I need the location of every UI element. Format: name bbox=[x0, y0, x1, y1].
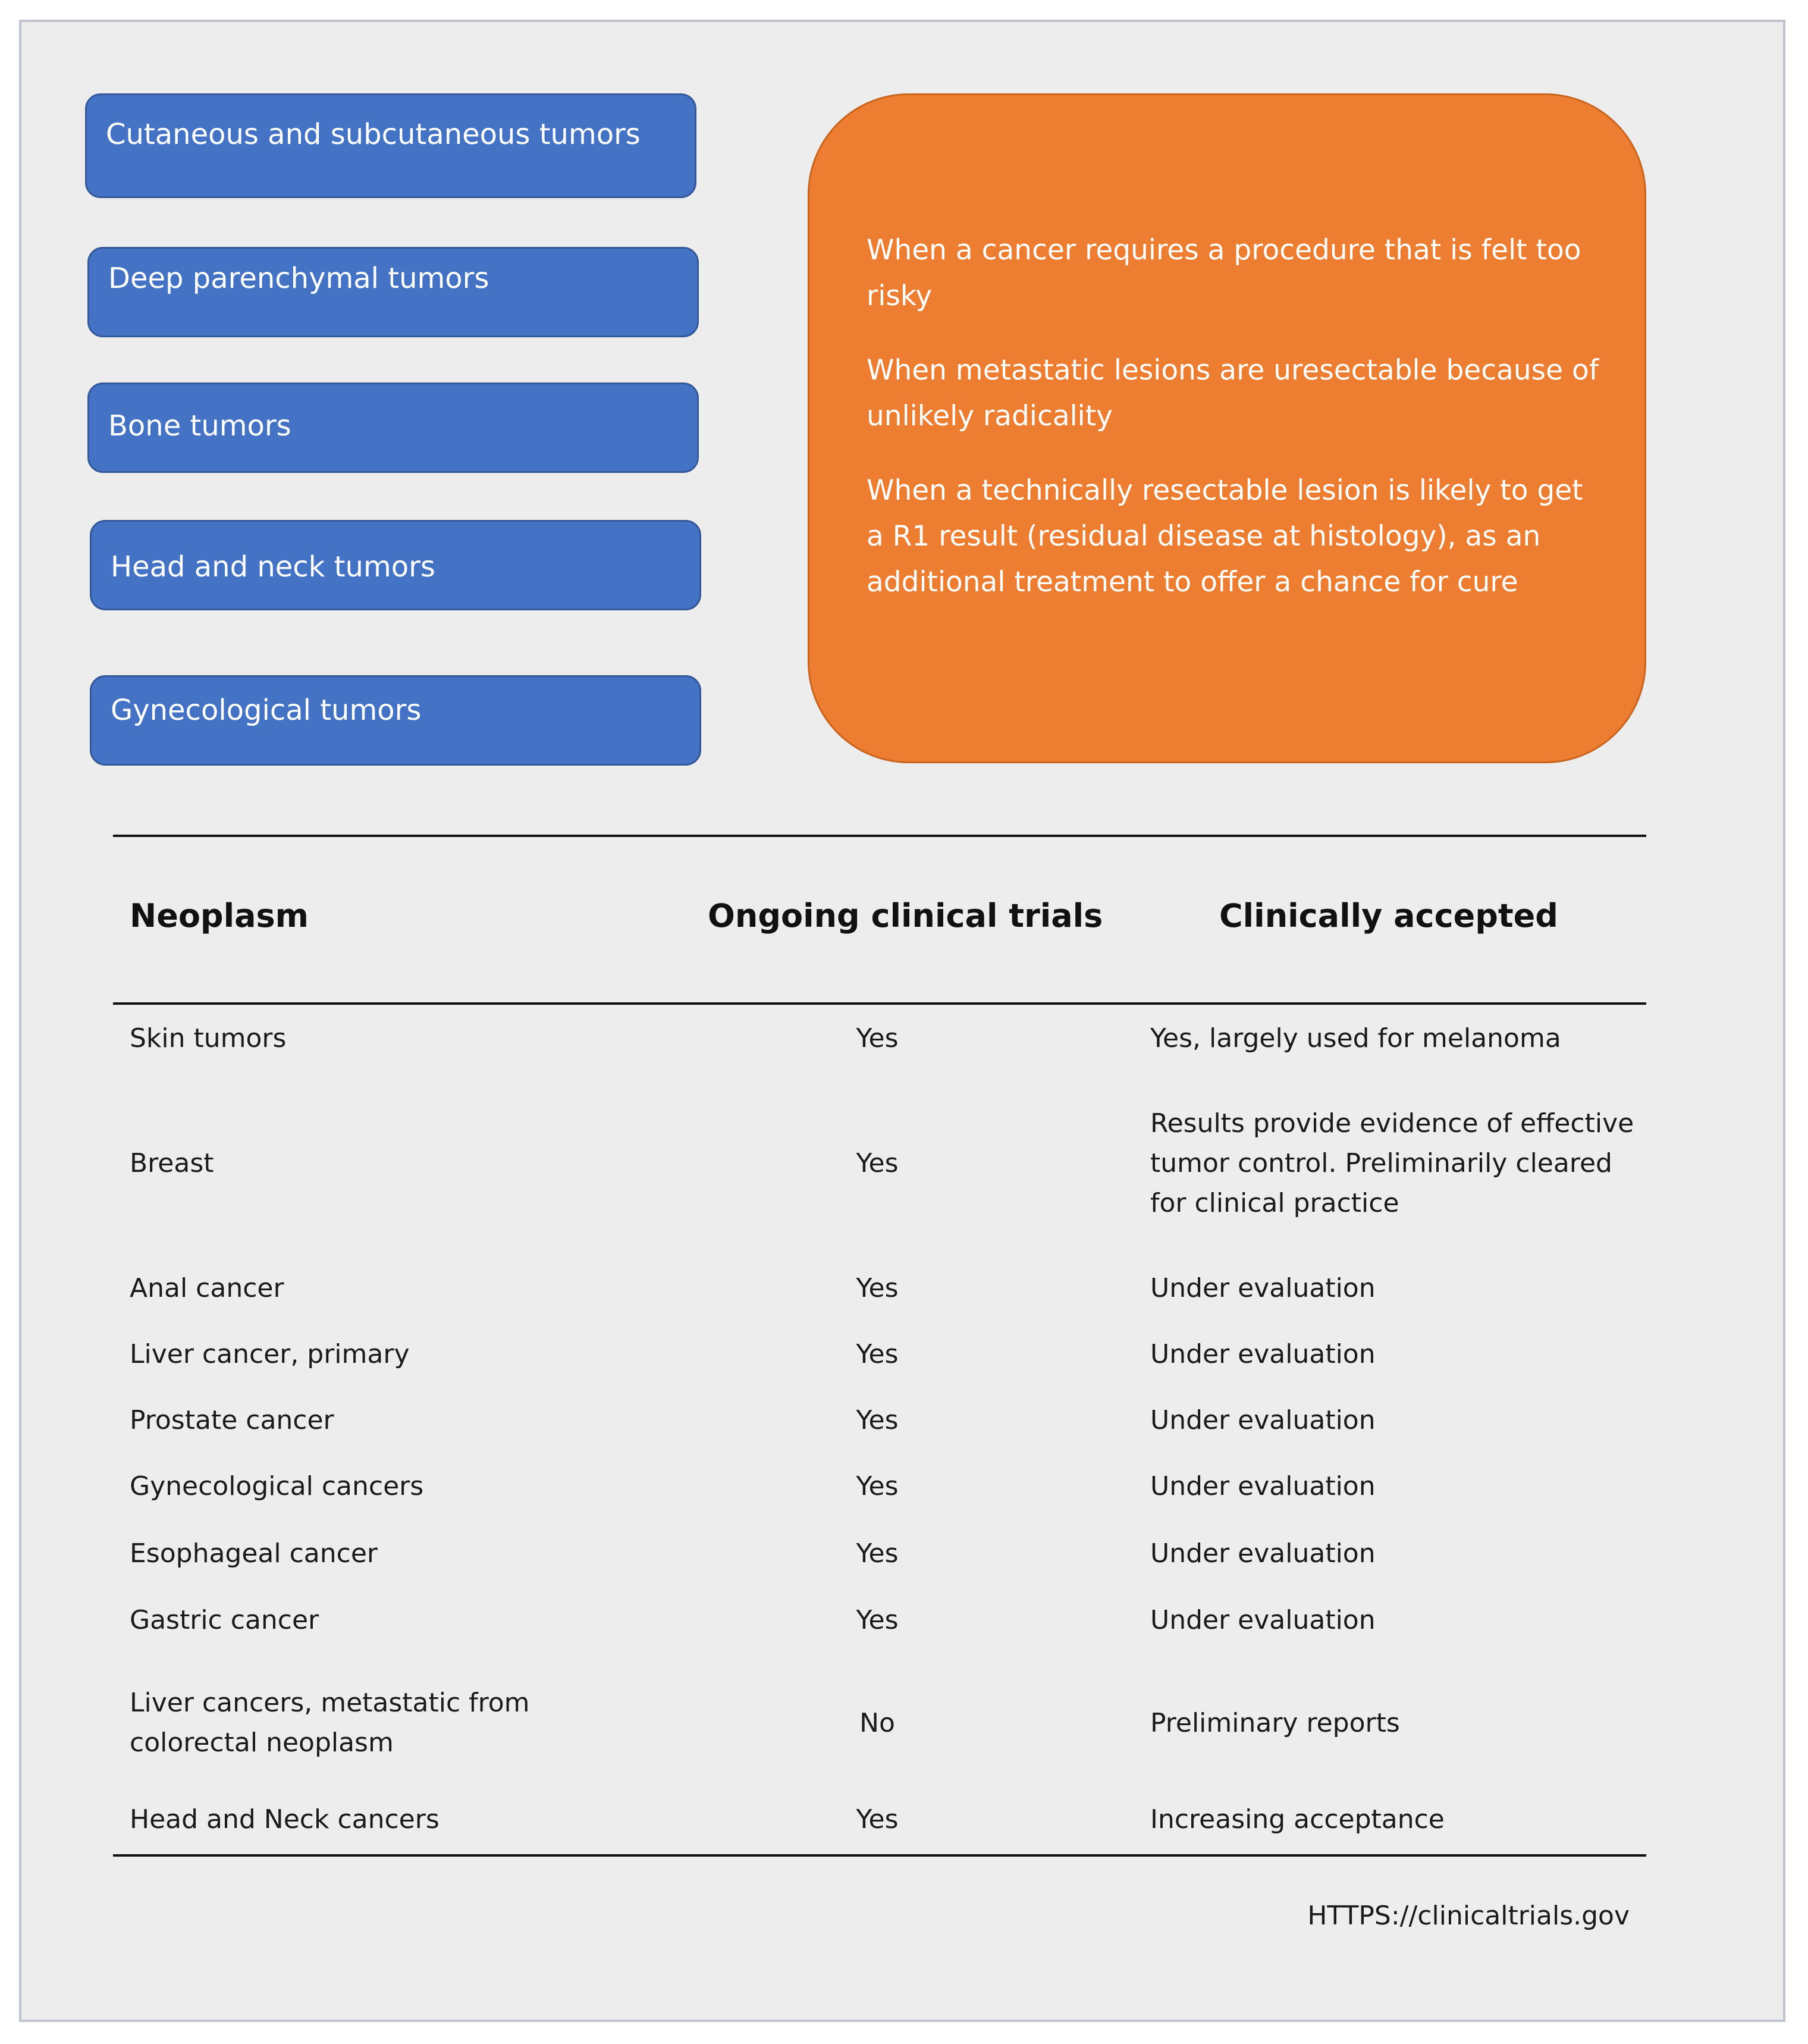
neoplasm-cell: Breast bbox=[130, 1148, 214, 1178]
table-row bbox=[0, 1798, 1808, 1840]
neoplasm-cell: Head and Neck cancers bbox=[130, 1804, 440, 1835]
accepted-cell: Preliminary reports bbox=[1150, 1707, 1400, 1738]
accepted-cell: Under evaluation bbox=[1150, 1272, 1376, 1303]
tumor-category-label: Deep parenchymal tumors bbox=[108, 262, 489, 295]
tumor-category-label: Bone tumors bbox=[108, 409, 291, 443]
neoplasm-cell: Prostate cancer bbox=[130, 1405, 334, 1435]
accepted-cell: Yes, largely used for melanoma bbox=[1150, 1023, 1561, 1054]
tumor-category-box bbox=[85, 93, 696, 198]
trials-cell: No bbox=[859, 1707, 895, 1738]
neoplasm-cell: Anal cancer bbox=[130, 1272, 284, 1303]
table-row bbox=[0, 1101, 1808, 1225]
trials-cell: Yes bbox=[856, 1804, 899, 1835]
indication-text: When metastatic lesions are uresectable because of unlikely radicality bbox=[867, 354, 1599, 432]
accepted-cell: Under evaluation bbox=[1150, 1471, 1376, 1501]
trials-cell: Yes bbox=[856, 1604, 899, 1635]
indication-text: When a cancer requires a procedure that is felt too risky bbox=[867, 234, 1581, 312]
column-header-trials: Ongoing clinical trials bbox=[708, 897, 1103, 935]
table-row bbox=[0, 1399, 1808, 1441]
accepted-cell: Under evaluation bbox=[1150, 1338, 1376, 1369]
accepted-cell: Increasing acceptance bbox=[1150, 1804, 1445, 1835]
neoplasm-cell: Skin tumors bbox=[130, 1023, 287, 1054]
tumor-category-label: Cutaneous and subcutaneous tumors bbox=[106, 118, 641, 151]
neoplasm-cell: Gastric cancer bbox=[130, 1604, 319, 1635]
trials-cell: Yes bbox=[856, 1023, 899, 1054]
tumor-category-label: Gynecological tumors bbox=[111, 694, 422, 727]
neoplasm-cell: Liver cancer, primary bbox=[130, 1338, 410, 1369]
trials-cell: Yes bbox=[856, 1148, 899, 1178]
column-header-neoplasm: Neoplasm bbox=[130, 897, 309, 935]
table-top-rule bbox=[113, 835, 1646, 837]
tumor-category-box bbox=[87, 247, 699, 337]
column-header-accepted: Clinically accepted bbox=[1219, 897, 1558, 935]
indications-box bbox=[808, 93, 1646, 763]
neoplasm-cell: Liver cancers, metastatic from colorectal neoplasm bbox=[130, 1688, 530, 1758]
table-row bbox=[0, 1599, 1808, 1641]
neoplasm-cell: Esophageal cancer bbox=[130, 1538, 378, 1569]
accepted-cell: Under evaluation bbox=[1150, 1405, 1376, 1435]
tumor-category-label: Head and neck tumors bbox=[111, 550, 435, 584]
trials-cell: Yes bbox=[856, 1471, 899, 1501]
trials-cell: Yes bbox=[856, 1538, 899, 1569]
table-row bbox=[0, 1017, 1808, 1059]
tumor-category-box bbox=[87, 383, 699, 473]
accepted-cell: Results provide evidence of effective tumor control. Preliminarily cleared for clinical practice bbox=[1150, 1108, 1634, 1218]
tumor-category-box bbox=[90, 520, 701, 610]
table-row bbox=[0, 1267, 1808, 1309]
accepted-cell: Under evaluation bbox=[1150, 1538, 1376, 1569]
table-bottom-rule bbox=[113, 1854, 1646, 1857]
neoplasm-cell: Gynecological cancers bbox=[130, 1471, 424, 1501]
source-citation: HTTPS://clinicaltrials.gov bbox=[1307, 1901, 1630, 1931]
indication-text: When a technically resectable lesion is likely to get a R1 result (residual disease at histology), as an additional treatment to offer a chance for cure bbox=[867, 474, 1583, 598]
table-row bbox=[0, 1465, 1808, 1507]
table-row bbox=[0, 1532, 1808, 1574]
trials-cell: Yes bbox=[856, 1405, 899, 1435]
table-row bbox=[0, 1681, 1808, 1764]
accepted-cell: Under evaluation bbox=[1150, 1604, 1376, 1635]
table-header-rule bbox=[113, 1002, 1646, 1005]
table-row bbox=[0, 1333, 1808, 1375]
trials-cell: Yes bbox=[856, 1272, 899, 1303]
tumor-category-box bbox=[90, 675, 701, 766]
trials-cell: Yes bbox=[856, 1338, 899, 1369]
